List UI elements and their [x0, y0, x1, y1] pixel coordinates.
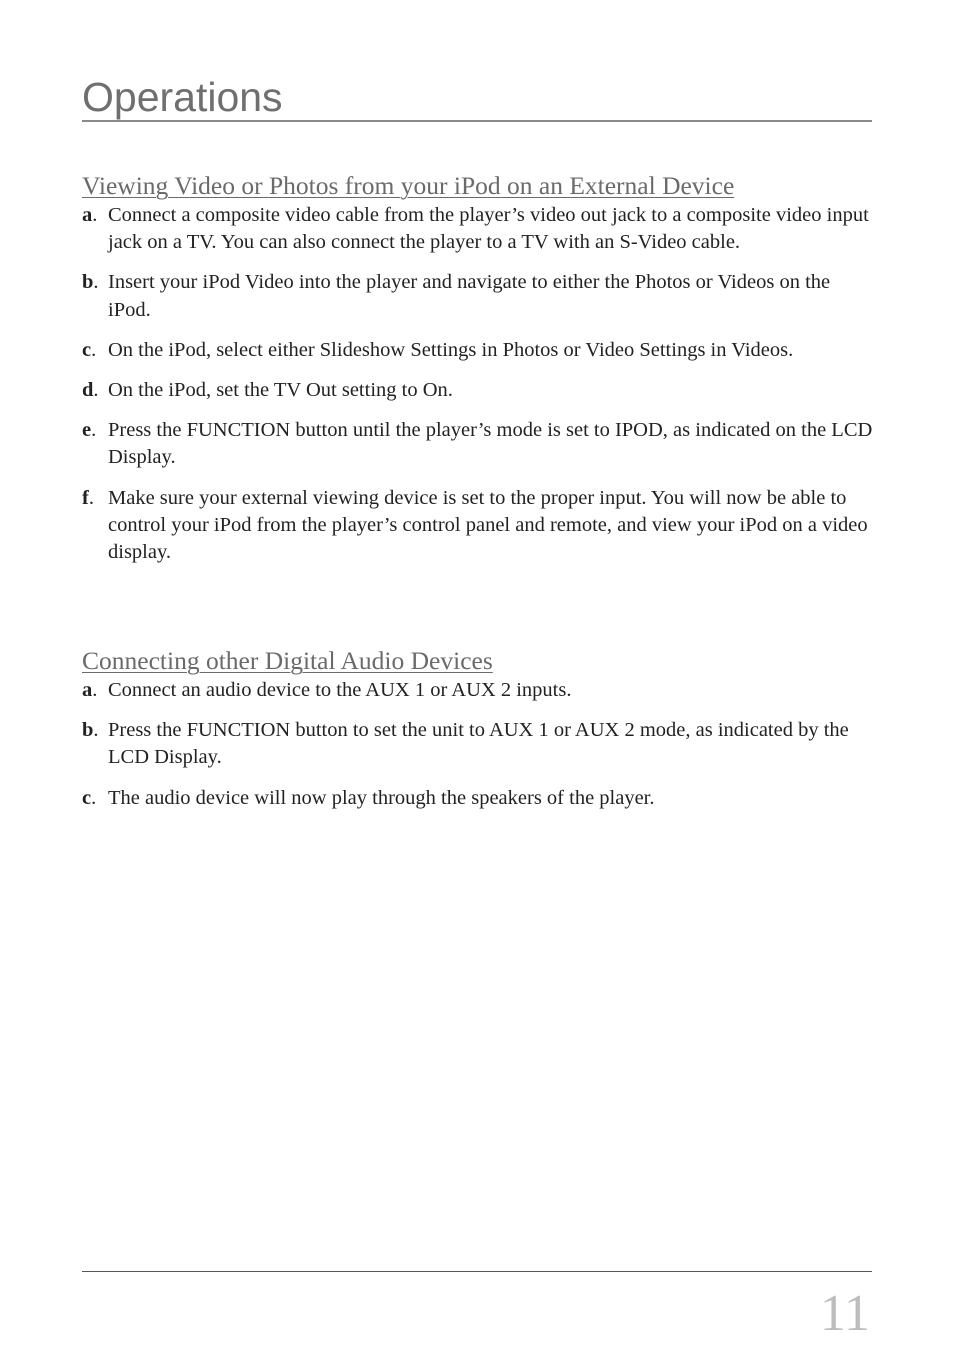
- step-text: Connect a composite video cable from the player’s video out jack to a composite video input jack on a TV. You can also connect the player to a TV with an S-Video cable.: [108, 204, 869, 254]
- step-item: [82, 485, 874, 567]
- step-item: [82, 677, 874, 704]
- section-viewing-video-photos: [82, 170, 874, 579]
- page-number: 11: [819, 1285, 870, 1342]
- section-heading: Viewing Video or Photos from your iPod on an External Device: [82, 171, 735, 200]
- step-item: [82, 377, 874, 404]
- section-heading: Connecting other Digital Audio Devices: [82, 646, 493, 675]
- page-header: [82, 70, 872, 122]
- steps-list: [82, 202, 874, 566]
- step-letter: d .: [82, 377, 108, 404]
- steps-list: [82, 677, 874, 812]
- footer-rule: [82, 1271, 872, 1272]
- step-text: Insert your iPod Video into the player and navigate to either the Photos or Videos on the iPod.: [108, 271, 831, 321]
- step-letter: a .: [82, 677, 108, 704]
- page-title: Operations: [82, 74, 283, 120]
- step-item: [82, 785, 874, 812]
- step-text: Connect an audio device to the AUX 1 or AUX 2 inputs.: [108, 679, 572, 701]
- step-item: [82, 202, 874, 256]
- section-connecting-audio-devices: [82, 645, 874, 825]
- step-text: Press the FUNCTION button to set the unit to AUX 1 or AUX 2 mode, as indicated by the LCD Display.: [108, 719, 849, 769]
- step-letter: f .: [82, 485, 108, 567]
- step-letter: c .: [82, 785, 108, 812]
- step-text: Press the FUNCTION button until the player’s mode is set to IPOD, as indicated on the LCD Display.: [108, 419, 873, 469]
- step-item: [82, 337, 874, 364]
- step-letter: b .: [82, 717, 108, 771]
- step-text: On the iPod, set the TV Out setting to On.: [108, 379, 453, 402]
- step-letter: b .: [82, 269, 108, 323]
- step-item: [82, 717, 874, 771]
- step-item: [82, 417, 874, 471]
- step-item: [82, 269, 874, 323]
- step-letter: c .: [82, 337, 108, 364]
- step-letter: e .: [82, 417, 108, 471]
- step-letter: a .: [82, 202, 108, 256]
- step-text: Make sure your external viewing device is set to the proper input. You will now be able to control your iPod from the player’s control panel and remote, and view your iPod on a video display.: [108, 486, 868, 564]
- step-text: The audio device will now play through the speakers of the player.: [108, 786, 655, 809]
- step-text: On the iPod, select either Slideshow Settings in Photos or Video Settings in Videos.: [108, 338, 794, 361]
